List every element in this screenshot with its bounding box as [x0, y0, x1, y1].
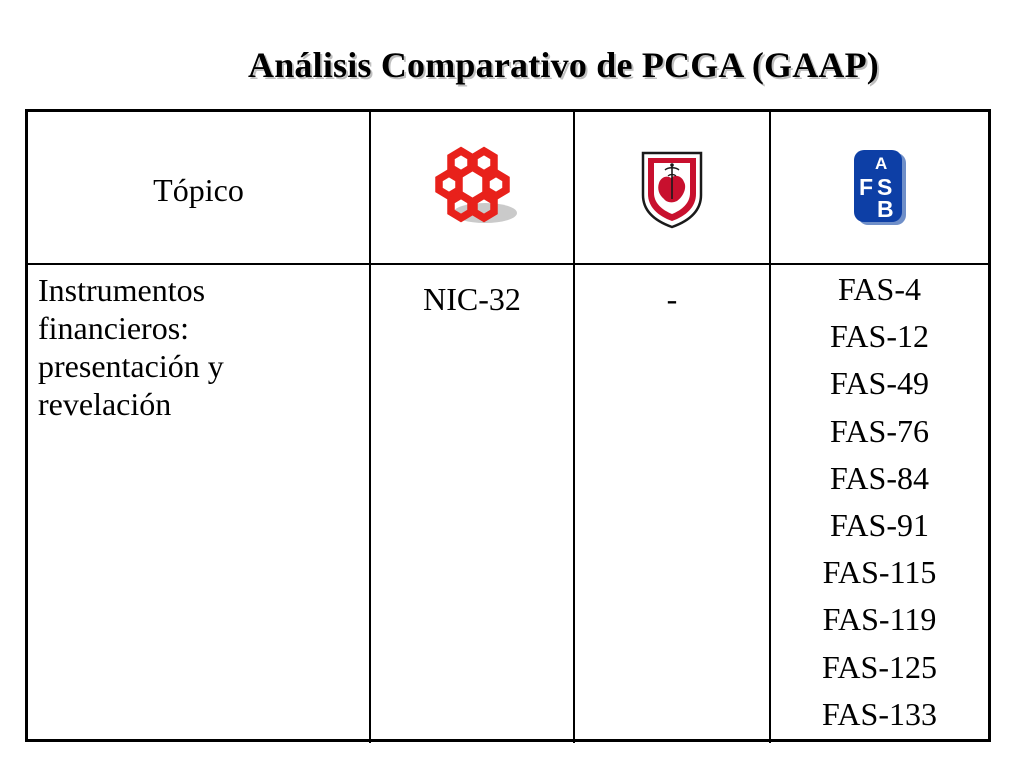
fas-item: FAS-91 — [830, 506, 929, 543]
fasb-logo-icon — [848, 147, 912, 229]
svg-text:F: F — [858, 173, 873, 200]
comparison-table — [25, 109, 991, 742]
fccpv-value-cell — [574, 264, 770, 743]
topic-line: revelación — [38, 386, 172, 422]
fasb-logo-cell — [770, 112, 988, 264]
fas-item: FAS-76 — [830, 412, 929, 449]
topic-header-cell — [28, 112, 370, 264]
fas-item: FAS-84 — [830, 459, 929, 496]
table-row — [28, 264, 988, 743]
fas-item: FAS-12 — [830, 318, 929, 355]
slide-title: Análisis Comparativo de PCGA (GAAP) — [248, 45, 879, 85]
topic-cell — [28, 264, 370, 743]
fasb-value-cell — [770, 264, 988, 743]
svg-text:A: A — [874, 153, 887, 173]
fccpv-logo-icon — [637, 147, 707, 229]
table-header-row — [28, 112, 988, 264]
fas-item: FAS-125 — [822, 648, 937, 685]
fasb-standards-list — [771, 265, 988, 743]
svg-text:S: S — [876, 173, 892, 200]
topic-line: financieros: — [38, 310, 190, 346]
fccpv-logo-cell — [574, 112, 770, 264]
fas-item: FAS-115 — [822, 554, 937, 591]
iasc-value: NIC-32 — [423, 281, 521, 317]
fas-item: FAS-133 — [822, 695, 937, 732]
fccpv-value: - — [666, 281, 678, 317]
fas-item: FAS-4 — [838, 271, 921, 307]
svg-text:B: B — [876, 195, 894, 222]
iasc-value-cell — [370, 264, 574, 743]
fas-item: FAS-119 — [822, 601, 937, 638]
topic-header-label: Tópico — [153, 171, 244, 208]
topic-line: presentación y — [38, 348, 224, 384]
fas-item: FAS-49 — [830, 365, 929, 402]
topic-text — [28, 265, 369, 423]
topic-line: Instrumentos — [38, 272, 206, 308]
iasc-logo-cell — [370, 112, 574, 264]
iasc-logo-icon — [427, 143, 517, 233]
